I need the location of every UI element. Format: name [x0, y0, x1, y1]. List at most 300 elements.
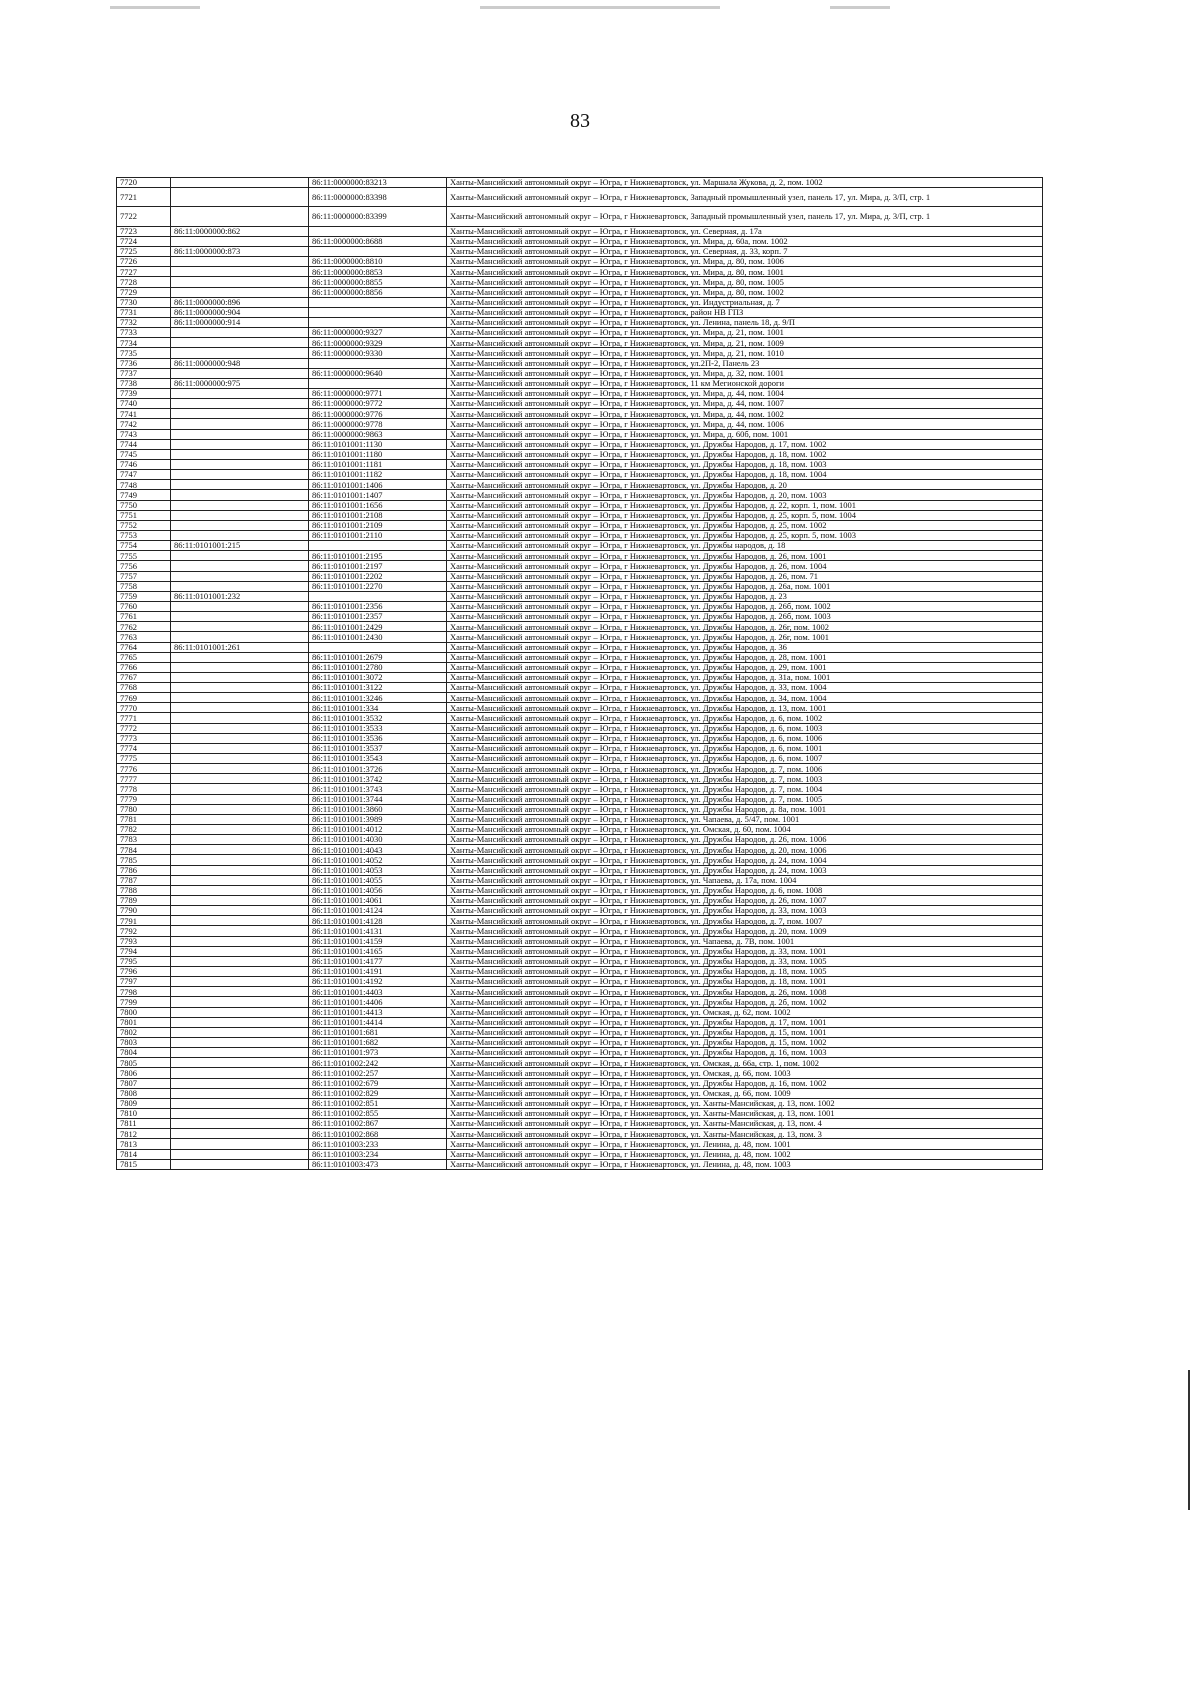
- building-cadastral-cell: 86:11:0101001:1130: [309, 439, 447, 449]
- address-cell: Ханты-Мансийский автономный округ – Югра, г Нижневартовск, ул. Мира, д. 44, пом. 1006: [447, 419, 1043, 429]
- table-row: [117, 1159, 1043, 1169]
- table-row: [117, 622, 1043, 632]
- land-cadastral-cell: [171, 500, 309, 510]
- building-cadastral-cell: 86:11:0101001:2679: [309, 652, 447, 662]
- row-number-cell: 7725: [117, 247, 171, 257]
- table-row: [117, 855, 1043, 865]
- land-cadastral-cell: [171, 388, 309, 398]
- row-number-cell: 7727: [117, 267, 171, 277]
- land-cadastral-cell: 86:11:0000000:948: [171, 358, 309, 368]
- building-cadastral-cell: 86:11:0000000:9863: [309, 429, 447, 439]
- row-number-cell: 7765: [117, 652, 171, 662]
- building-cadastral-cell: 86:11:0101001:4191: [309, 967, 447, 977]
- address-cell: Ханты-Мансийский автономный округ – Югра, г Нижневартовск, ул. Дружбы Народов, д. 8а, пом. 1001: [447, 804, 1043, 814]
- building-cadastral-cell: 86:11:0101001:4053: [309, 865, 447, 875]
- land-cadastral-cell: 86:11:0101001:232: [171, 591, 309, 601]
- row-number-cell: 7811: [117, 1119, 171, 1129]
- table-row: [117, 825, 1043, 835]
- building-cadastral-cell: 86:11:0101002:679: [309, 1078, 447, 1088]
- table-row: [117, 683, 1043, 693]
- table-row: [117, 439, 1043, 449]
- address-cell: Ханты-Мансийский автономный округ – Югра, г Нижневартовск, ул. Мира, д. 80, пом. 1005: [447, 277, 1043, 287]
- building-cadastral-cell: 86:11:0101001:3537: [309, 743, 447, 753]
- row-number-cell: 7770: [117, 703, 171, 713]
- building-cadastral-cell: 86:11:0101001:4413: [309, 1007, 447, 1017]
- row-number-cell: 7741: [117, 409, 171, 419]
- building-cadastral-cell: 86:11:0101001:682: [309, 1037, 447, 1047]
- land-cadastral-cell: [171, 480, 309, 490]
- building-cadastral-cell: 86:11:0000000:9327: [309, 328, 447, 338]
- row-number-cell: 7762: [117, 622, 171, 632]
- row-number-cell: 7809: [117, 1098, 171, 1108]
- table-row: [117, 723, 1043, 733]
- row-number-cell: 7753: [117, 530, 171, 540]
- row-number-cell: 7785: [117, 855, 171, 865]
- address-cell: Ханты-Мансийский автономный округ – Югра, г Нижневартовск, ул. Дружбы Народов, д. 29, пом. 1001: [447, 662, 1043, 672]
- row-number-cell: 7735: [117, 348, 171, 358]
- row-number-cell: 7805: [117, 1058, 171, 1068]
- building-cadastral-cell: [309, 307, 447, 317]
- building-cadastral-cell: 86:11:0101001:3532: [309, 713, 447, 723]
- land-cadastral-cell: [171, 754, 309, 764]
- table-row: [117, 764, 1043, 774]
- address-cell: Ханты-Мансийский автономный округ – Югра, г Нижневартовск, ул. Мира, д. 21, пом. 1009: [447, 338, 1043, 348]
- address-cell: Ханты-Мансийский автономный округ – Югра, г Нижневартовск, ул. Омская, д. 60, пом. 1004: [447, 825, 1043, 835]
- building-cadastral-cell: 86:11:0000000:9776: [309, 409, 447, 419]
- address-cell: Ханты-Мансийский автономный округ – Югра, г Нижневартовск, ул. Дружбы Народов, д. 34, пом. 1004: [447, 693, 1043, 703]
- land-cadastral-cell: [171, 470, 309, 480]
- building-cadastral-cell: 86:11:0101003:234: [309, 1149, 447, 1159]
- row-number-cell: 7791: [117, 916, 171, 926]
- row-number-cell: 7783: [117, 835, 171, 845]
- land-cadastral-cell: [171, 723, 309, 733]
- row-number-cell: 7738: [117, 378, 171, 388]
- land-cadastral-cell: [171, 287, 309, 297]
- address-cell: Ханты-Мансийский автономный округ – Югра, г Нижневартовск, ул. Омская, д. 66, пом. 1009: [447, 1088, 1043, 1098]
- land-cadastral-cell: [171, 409, 309, 419]
- row-number-cell: 7748: [117, 480, 171, 490]
- scan-noise: [110, 6, 200, 9]
- land-cadastral-cell: [171, 1088, 309, 1098]
- table-row: [117, 429, 1043, 439]
- building-cadastral-cell: 86:11:0101001:4165: [309, 946, 447, 956]
- row-number-cell: 7752: [117, 520, 171, 530]
- table-row: [117, 277, 1043, 287]
- land-cadastral-cell: [171, 188, 309, 207]
- row-number-cell: 7742: [117, 419, 171, 429]
- building-cadastral-cell: 86:11:0101002:868: [309, 1129, 447, 1139]
- table-row: [117, 297, 1043, 307]
- address-cell: Ханты-Мансийский автономный округ – Югра, г Нижневартовск, ул. Мира, д. 44, пом. 1004: [447, 388, 1043, 398]
- table-row: [117, 358, 1043, 368]
- building-cadastral-cell: 86:11:0101001:2110: [309, 530, 447, 540]
- row-number-cell: 7750: [117, 500, 171, 510]
- address-cell: Ханты-Мансийский автономный округ – Югра, г Нижневартовск, ул. Дружбы Народов, д. 25, пом. 1002: [447, 520, 1043, 530]
- address-cell: Ханты-Мансийский автономный округ – Югра, г Нижневартовск, ул. Дружбы Народов, д. 7, пом. 1004: [447, 784, 1043, 794]
- address-cell: Ханты-Мансийский автономный округ – Югра, г Нижневартовск, ул. Дружбы Народов, д. 26, пом. 1001: [447, 551, 1043, 561]
- land-cadastral-cell: [171, 581, 309, 591]
- land-cadastral-cell: [171, 1108, 309, 1118]
- address-cell: Ханты-Мансийский автономный округ – Югра, г Нижневартовск, ул. Мира, д. 21, пом. 1001: [447, 328, 1043, 338]
- row-number-cell: 7777: [117, 774, 171, 784]
- building-cadastral-cell: 86:11:0101001:3743: [309, 784, 447, 794]
- building-cadastral-cell: 86:11:0101001:4061: [309, 896, 447, 906]
- row-number-cell: 7782: [117, 825, 171, 835]
- building-cadastral-cell: 86:11:0000000:83399: [309, 207, 447, 226]
- row-number-cell: 7815: [117, 1159, 171, 1169]
- land-cadastral-cell: [171, 1037, 309, 1047]
- row-number-cell: 7807: [117, 1078, 171, 1088]
- table-row: [117, 348, 1043, 358]
- building-cadastral-cell: 86:11:0101001:2202: [309, 571, 447, 581]
- building-cadastral-cell: 86:11:0101001:2197: [309, 561, 447, 571]
- table-row: [117, 236, 1043, 246]
- table-row: [117, 774, 1043, 784]
- table-row: [117, 926, 1043, 936]
- building-cadastral-cell: 86:11:0000000:9330: [309, 348, 447, 358]
- land-cadastral-cell: [171, 530, 309, 540]
- row-number-cell: 7734: [117, 338, 171, 348]
- row-number-cell: 7788: [117, 885, 171, 895]
- land-cadastral-cell: [171, 713, 309, 723]
- address-cell: Ханты-Мансийский автономный округ – Югра, г Нижневартовск, ул. Дружбы Народов, д. 26г, пом. 1001: [447, 632, 1043, 642]
- table-row: [117, 338, 1043, 348]
- address-cell: Ханты-Мансийский автономный округ – Югра, г Нижневартовск, ул. Мира, д. 80, пом. 1001: [447, 267, 1043, 277]
- land-cadastral-cell: [171, 1058, 309, 1068]
- building-cadastral-cell: 86:11:0101001:3742: [309, 774, 447, 784]
- address-cell: Ханты-Мансийский автономный округ – Югра, г Нижневартовск, ул. Дружбы Народов, д. 24, пом. 1003: [447, 865, 1043, 875]
- address-cell: Ханты-Мансийский автономный округ – Югра, г Нижневартовск, ул. Дружбы Народов, д. 33, пом. 1004: [447, 683, 1043, 693]
- address-cell: Ханты-Мансийский автономный округ – Югра, г Нижневартовск, ул. Ленина, д. 48, пом. 1001: [447, 1139, 1043, 1149]
- land-cadastral-cell: [171, 997, 309, 1007]
- address-cell: Ханты-Мансийский автономный округ – Югра, г Нижневартовск, ул. Ханты-Мансийская, д. 13, пом. 1002: [447, 1098, 1043, 1108]
- building-cadastral-cell: 86:11:0000000:9772: [309, 399, 447, 409]
- row-number-cell: 7800: [117, 1007, 171, 1017]
- land-cadastral-cell: [171, 551, 309, 561]
- address-cell: Ханты-Мансийский автономный округ – Югра, г Нижневартовск, ул. Дружбы Народов, д. 6, пом. 1002: [447, 713, 1043, 723]
- building-cadastral-cell: 86:11:0101001:1180: [309, 449, 447, 459]
- table-row: [117, 328, 1043, 338]
- building-cadastral-cell: 86:11:0101001:2780: [309, 662, 447, 672]
- row-number-cell: 7774: [117, 743, 171, 753]
- land-cadastral-cell: [171, 612, 309, 622]
- building-cadastral-cell: 86:11:0000000:83398: [309, 188, 447, 207]
- land-cadastral-cell: [171, 946, 309, 956]
- address-cell: Ханты-Мансийский автономный округ – Югра, г Нижневартовск, ул. Ленина, д. 48, пом. 1003: [447, 1159, 1043, 1169]
- row-number-cell: 7806: [117, 1068, 171, 1078]
- table-row: [117, 591, 1043, 601]
- address-cell: Ханты-Мансийский автономный округ – Югра, г Нижневартовск, ул. Ханты-Мансийская, д. 13, пом. 1001: [447, 1108, 1043, 1118]
- row-number-cell: 7743: [117, 429, 171, 439]
- address-cell: Ханты-Мансийский автономный округ – Югра, г Нижневартовск, ул.2П-2, Панель 23: [447, 358, 1043, 368]
- row-number-cell: 7778: [117, 784, 171, 794]
- table-row: [117, 835, 1043, 845]
- address-cell: Ханты-Мансийский автономный округ – Югра, г Нижневартовск, ул. Дружбы Народов, д. 26, пом. 1006: [447, 835, 1043, 845]
- land-cadastral-cell: [171, 1119, 309, 1129]
- building-cadastral-cell: 86:11:0101001:1406: [309, 480, 447, 490]
- table-row: [117, 784, 1043, 794]
- address-cell: Ханты-Мансийский автономный округ – Югра, г Нижневартовск, ул. Мира, д. 44, пом. 1002: [447, 409, 1043, 419]
- building-cadastral-cell: 86:11:0000000:8855: [309, 277, 447, 287]
- building-cadastral-cell: 86:11:0101001:1407: [309, 490, 447, 500]
- address-cell: Ханты-Мансийский автономный округ – Югра, г Нижневартовск, ул. Дружбы Народов, д. 26а, пом. 1001: [447, 581, 1043, 591]
- address-cell: Ханты-Мансийский автономный округ – Югра, г Нижневартовск, ул. Дружбы Народов, д. 16, пом. 1003: [447, 1048, 1043, 1058]
- table-row: [117, 459, 1043, 469]
- table-row: [117, 754, 1043, 764]
- building-cadastral-cell: 86:11:0101001:3072: [309, 672, 447, 682]
- land-cadastral-cell: [171, 1139, 309, 1149]
- row-number-cell: 7759: [117, 591, 171, 601]
- address-cell: Ханты-Мансийский автономный округ – Югра, г Нижневартовск, ул. Дружбы Народов, д. 18, пом. 1005: [447, 967, 1043, 977]
- row-number-cell: 7758: [117, 581, 171, 591]
- land-cadastral-cell: [171, 814, 309, 824]
- land-cadastral-cell: [171, 794, 309, 804]
- land-cadastral-cell: [171, 236, 309, 246]
- building-cadastral-cell: 86:11:0101001:3989: [309, 814, 447, 824]
- table-row: [117, 307, 1043, 317]
- row-number-cell: 7790: [117, 906, 171, 916]
- row-number-cell: 7792: [117, 926, 171, 936]
- address-cell: Ханты-Мансийский автономный округ – Югра, г Нижневартовск, ул. Омская, д. 66, пом. 1003: [447, 1068, 1043, 1078]
- table-row: [117, 1048, 1043, 1058]
- land-cadastral-cell: [171, 977, 309, 987]
- address-cell: Ханты-Мансийский автономный округ – Югра, г Нижневартовск, ул. Дружбы Народов, д. 2б, пом. 1002: [447, 997, 1043, 1007]
- building-cadastral-cell: 86:11:0101001:4406: [309, 997, 447, 1007]
- land-cadastral-cell: [171, 784, 309, 794]
- row-number-cell: 7763: [117, 632, 171, 642]
- building-cadastral-cell: 86:11:0101001:4030: [309, 835, 447, 845]
- table-row: [117, 885, 1043, 895]
- row-number-cell: 7775: [117, 754, 171, 764]
- building-cadastral-cell: 86:11:0101001:4159: [309, 936, 447, 946]
- row-number-cell: 7813: [117, 1139, 171, 1149]
- row-number-cell: 7764: [117, 642, 171, 652]
- table-row: [117, 1108, 1043, 1118]
- table-row: [117, 1027, 1043, 1037]
- table-row: [117, 652, 1043, 662]
- table-row: [117, 480, 1043, 490]
- land-cadastral-cell: [171, 277, 309, 287]
- row-number-cell: 7756: [117, 561, 171, 571]
- land-cadastral-cell: [171, 835, 309, 845]
- row-number-cell: 7757: [117, 571, 171, 581]
- land-cadastral-cell: [171, 875, 309, 885]
- building-cadastral-cell: [309, 318, 447, 328]
- land-cadastral-cell: [171, 936, 309, 946]
- row-number-cell: 7746: [117, 459, 171, 469]
- building-cadastral-cell: 86:11:0101001:3122: [309, 683, 447, 693]
- land-cadastral-cell: [171, 683, 309, 693]
- building-cadastral-cell: 86:11:0101001:2429: [309, 622, 447, 632]
- address-cell: Ханты-Мансийский автономный округ – Югра, г Нижневартовск, ул. Мира, д. 21, пом. 1010: [447, 348, 1043, 358]
- building-cadastral-cell: 86:11:0000000:8810: [309, 257, 447, 267]
- land-cadastral-cell: [171, 662, 309, 672]
- address-cell: Ханты-Мансийский автономный округ – Югра, г Нижневартовск, ул. Дружбы Народов, д. 18, пом. 1004: [447, 470, 1043, 480]
- building-cadastral-cell: 86:11:0101001:3726: [309, 764, 447, 774]
- scan-edge-mark: [1188, 1370, 1190, 1510]
- land-cadastral-cell: [171, 1068, 309, 1078]
- address-cell: Ханты-Мансийский автономный округ – Югра, г Нижневартовск, 11 км Мегионской дороги: [447, 378, 1043, 388]
- land-cadastral-cell: [171, 1098, 309, 1108]
- row-number-cell: 7794: [117, 946, 171, 956]
- building-cadastral-cell: 86:11:0000000:8688: [309, 236, 447, 246]
- land-cadastral-cell: [171, 510, 309, 520]
- land-cadastral-cell: [171, 622, 309, 632]
- land-cadastral-cell: [171, 1048, 309, 1058]
- row-number-cell: 7732: [117, 318, 171, 328]
- land-cadastral-cell: [171, 774, 309, 784]
- table-row: [117, 845, 1043, 855]
- address-cell: Ханты-Мансийский автономный округ – Югра, г Нижневартовск, ул. Северная, д. 33, корп. 7: [447, 247, 1043, 257]
- table-row: [117, 1078, 1043, 1088]
- row-number-cell: 7744: [117, 439, 171, 449]
- building-cadastral-cell: [309, 247, 447, 257]
- land-cadastral-cell: 86:11:0000000:975: [171, 378, 309, 388]
- table-row: [117, 318, 1043, 328]
- land-cadastral-cell: [171, 1027, 309, 1037]
- table-row: [117, 632, 1043, 642]
- row-number-cell: 7755: [117, 551, 171, 561]
- address-cell: Ханты-Мансийский автономный округ – Югра, г Нижневартовск, ул. Мира, д. 80, пом. 1002: [447, 287, 1043, 297]
- row-number-cell: 7781: [117, 814, 171, 824]
- building-cadastral-cell: 86:11:0101001:3860: [309, 804, 447, 814]
- land-cadastral-cell: [171, 967, 309, 977]
- land-cadastral-cell: [171, 207, 309, 226]
- building-cadastral-cell: 86:11:0101003:233: [309, 1139, 447, 1149]
- building-cadastral-cell: [309, 642, 447, 652]
- land-cadastral-cell: [171, 449, 309, 459]
- address-cell: Ханты-Мансийский автономный округ – Югра, г Нижневартовск, ул. Дружбы Народов, д. 13, пом. 1001: [447, 703, 1043, 713]
- building-cadastral-cell: 86:11:0101001:4414: [309, 1017, 447, 1027]
- table-row: [117, 1139, 1043, 1149]
- table-row: [117, 814, 1043, 824]
- address-cell: Ханты-Мансийский автономный округ – Югра, г Нижневартовск, ул. Дружбы Народов, д. 7, пом. 1006: [447, 764, 1043, 774]
- building-cadastral-cell: 86:11:0101001:2357: [309, 612, 447, 622]
- building-cadastral-cell: 86:11:0101001:4192: [309, 977, 447, 987]
- building-cadastral-cell: 86:11:0101001:4012: [309, 825, 447, 835]
- building-cadastral-cell: 86:11:0101001:973: [309, 1048, 447, 1058]
- land-cadastral-cell: [171, 906, 309, 916]
- table-row: [117, 936, 1043, 946]
- table-row: [117, 247, 1043, 257]
- address-cell: Ханты-Мансийский автономный округ – Югра, г Нижневартовск, ул. Дружбы Народов, д. 6, пом. 1003: [447, 723, 1043, 733]
- row-number-cell: 7812: [117, 1129, 171, 1139]
- land-cadastral-cell: [171, 896, 309, 906]
- building-cadastral-cell: 86:11:0101002:829: [309, 1088, 447, 1098]
- table-row: [117, 733, 1043, 743]
- land-cadastral-cell: [171, 399, 309, 409]
- table-row: [117, 1068, 1043, 1078]
- row-number-cell: 7731: [117, 307, 171, 317]
- table-row: [117, 541, 1043, 551]
- table-row: [117, 946, 1043, 956]
- building-cadastral-cell: [309, 591, 447, 601]
- table-row: [117, 662, 1043, 672]
- table-row: [117, 997, 1043, 1007]
- table-row: [117, 1119, 1043, 1129]
- building-cadastral-cell: 86:11:0000000:83213: [309, 178, 447, 188]
- land-cadastral-cell: [171, 459, 309, 469]
- address-cell: Ханты-Мансийский автономный округ – Югра, г Нижневартовск, ул. Дружбы Народов, д. 7, пом. 1005: [447, 794, 1043, 804]
- address-cell: Ханты-Мансийский автономный округ – Югра, г Нижневартовск, ул. Дружбы Народов, д. 7, пом. 1007: [447, 916, 1043, 926]
- row-number-cell: 7736: [117, 358, 171, 368]
- row-number-cell: 7796: [117, 967, 171, 977]
- table-row: [117, 530, 1043, 540]
- land-cadastral-cell: [171, 926, 309, 936]
- land-cadastral-cell: [171, 743, 309, 753]
- address-cell: Ханты-Мансийский автономный округ – Югра, г Нижневартовск, ул. Дружбы Народов, д. 17, пом. 1001: [447, 1017, 1043, 1027]
- table-row: [117, 987, 1043, 997]
- address-cell: Ханты-Мансийский автономный округ – Югра, г Нижневартовск, ул. Дружбы Народов, д. 26г, пом. 1002: [447, 622, 1043, 632]
- row-number-cell: 7779: [117, 794, 171, 804]
- address-cell: Ханты-Мансийский автономный округ – Югра, г Нижневартовск, ул. Дружбы Народов, д. 31а, пом. 1001: [447, 672, 1043, 682]
- address-cell: Ханты-Мансийский автономный округ – Югра, г Нижневартовск, ул. Дружбы Народов, д. 26, пом. 1004: [447, 561, 1043, 571]
- land-cadastral-cell: [171, 885, 309, 895]
- address-cell: Ханты-Мансийский автономный округ – Югра, г Нижневартовск, ул. Дружбы Народов, д. 20, пом. 1003: [447, 490, 1043, 500]
- land-cadastral-cell: 86:11:0000000:904: [171, 307, 309, 317]
- building-cadastral-cell: 86:11:0101001:2109: [309, 520, 447, 530]
- address-cell: Ханты-Мансийский автономный округ – Югра, г Нижневартовск, ул. Омская, д. 66а, стр. 1, пом. 1002: [447, 1058, 1043, 1068]
- building-cadastral-cell: 86:11:0101001:3246: [309, 693, 447, 703]
- building-cadastral-cell: 86:11:0101001:1656: [309, 500, 447, 510]
- address-cell: Ханты-Мансийский автономный округ – Югра, г Нижневартовск, ул. Дружбы Народов, д. 36: [447, 642, 1043, 652]
- table-row: [117, 470, 1043, 480]
- row-number-cell: 7776: [117, 764, 171, 774]
- address-cell: Ханты-Мансийский автономный округ – Югра, г Нижневартовск, ул. Дружбы Народов, д. 17, пом. 1002: [447, 439, 1043, 449]
- land-cadastral-cell: [171, 338, 309, 348]
- land-cadastral-cell: [171, 825, 309, 835]
- table-row: [117, 388, 1043, 398]
- table-row: [117, 490, 1043, 500]
- land-cadastral-cell: [171, 652, 309, 662]
- address-cell: Ханты-Мансийский автономный округ – Югра, г Нижневартовск, ул. Дружбы Народов, д. 18, пом. 1001: [447, 977, 1043, 987]
- building-cadastral-cell: 86:11:0101001:4403: [309, 987, 447, 997]
- building-cadastral-cell: 86:11:0000000:9778: [309, 419, 447, 429]
- table-row: [117, 977, 1043, 987]
- building-cadastral-cell: 86:11:0101001:4131: [309, 926, 447, 936]
- address-cell: Ханты-Мансийский автономный округ – Югра, г Нижневартовск, ул. Дружбы Народов, д. 25, корп. 5, пом. 1003: [447, 530, 1043, 540]
- row-number-cell: 7769: [117, 693, 171, 703]
- table-row: [117, 399, 1043, 409]
- land-cadastral-cell: [171, 561, 309, 571]
- row-number-cell: 7720: [117, 178, 171, 188]
- scan-noise: [480, 6, 720, 9]
- land-cadastral-cell: [171, 916, 309, 926]
- address-cell: Ханты-Мансийский автономный округ – Югра, г Нижневартовск, ул. Ханты-Мансийская, д. 13, пом. 3: [447, 1129, 1043, 1139]
- address-cell: Ханты-Мансийский автономный округ – Югра, г Нижневартовск, ул. Дружбы Народов, д. 6, пом. 1008: [447, 885, 1043, 895]
- building-cadastral-cell: 86:11:0101001:4128: [309, 916, 447, 926]
- land-cadastral-cell: [171, 267, 309, 277]
- table-row: [117, 601, 1043, 611]
- table-row: [117, 916, 1043, 926]
- land-cadastral-cell: [171, 429, 309, 439]
- row-number-cell: 7737: [117, 368, 171, 378]
- table-row: [117, 1017, 1043, 1027]
- address-cell: Ханты-Мансийский автономный округ – Югра, г Нижневартовск, ул. Дружбы Народов, д. 26, пом. 71: [447, 571, 1043, 581]
- land-cadastral-cell: [171, 178, 309, 188]
- land-cadastral-cell: [171, 490, 309, 500]
- row-number-cell: 7771: [117, 713, 171, 723]
- address-cell: Ханты-Мансийский автономный округ – Югра, г Нижневартовск, ул. Ленина, панель 18, д. 9/П: [447, 318, 1043, 328]
- land-cadastral-cell: [171, 257, 309, 267]
- row-number-cell: 7814: [117, 1149, 171, 1159]
- address-cell: Ханты-Мансийский автономный округ – Югра, г Нижневартовск, ул. Дружбы Народов, д. 33, пом. 1001: [447, 946, 1043, 956]
- row-number-cell: 7733: [117, 328, 171, 338]
- building-cadastral-cell: 86:11:0000000:9640: [309, 368, 447, 378]
- row-number-cell: 7722: [117, 207, 171, 226]
- row-number-cell: 7780: [117, 804, 171, 814]
- table-row: [117, 875, 1043, 885]
